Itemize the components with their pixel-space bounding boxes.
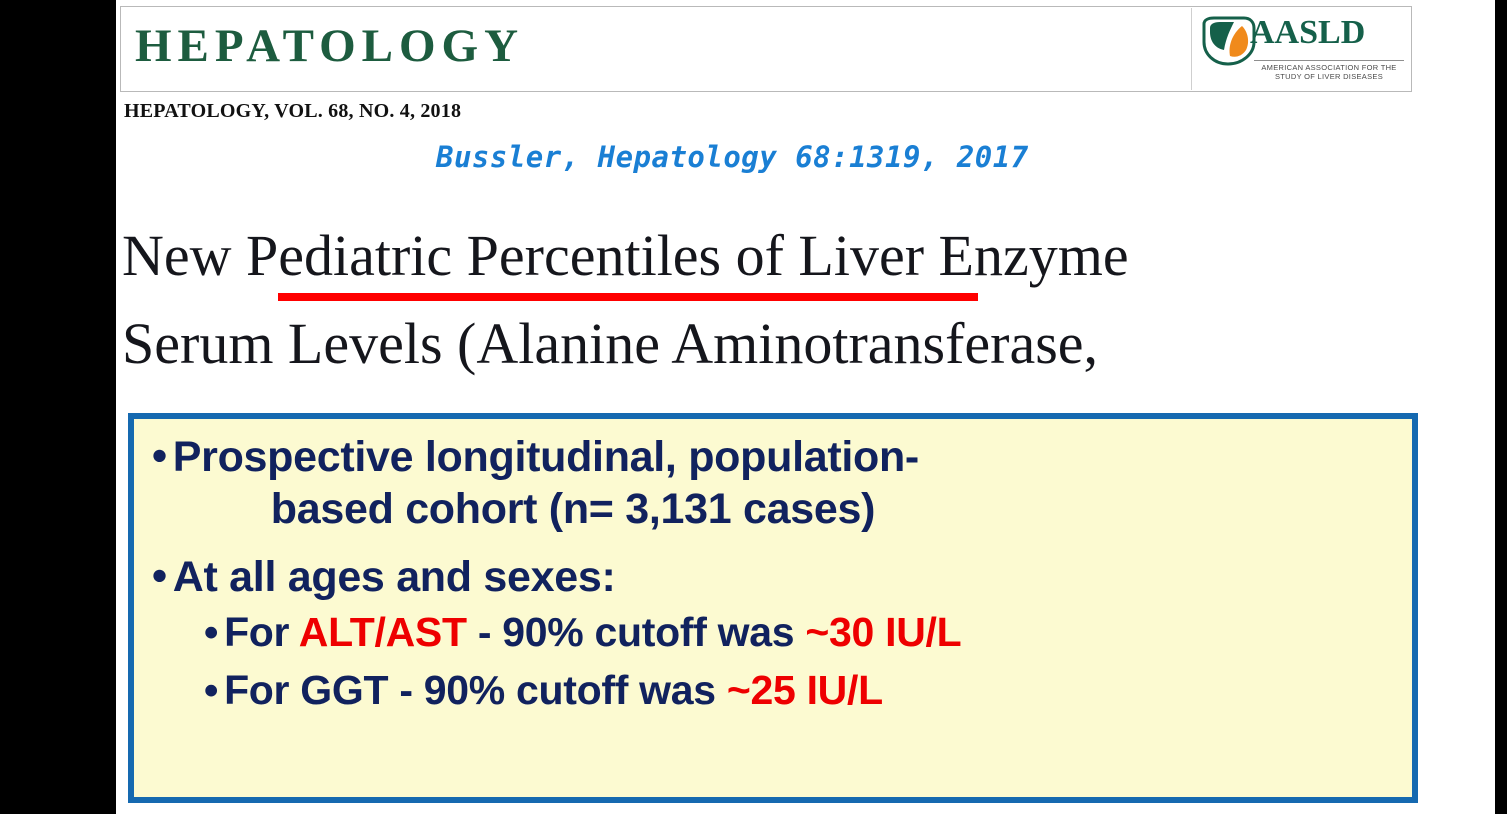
subbullet-1-highlight1: ALT/AST xyxy=(298,609,467,655)
callout-bullet-2 xyxy=(152,551,1394,603)
subbullet-1-pre: For xyxy=(224,609,299,655)
aasld-logo-block xyxy=(1191,8,1409,90)
journal-title: HEPATOLOGY xyxy=(135,20,525,72)
subbullet-2-pre: For GGT - 90% cutoff was xyxy=(224,667,727,713)
bullet-dot-icon: • xyxy=(204,667,219,713)
subbullet-1-highlight2: ~30 IU/L xyxy=(805,609,962,655)
slide-canvas xyxy=(116,0,1495,814)
journal-issue-line: HEPATOLOGY, VOL. 68, NO. 4, 2018 xyxy=(124,100,462,122)
callout-subbullet-2 xyxy=(204,661,1394,719)
red-underline-annotation xyxy=(278,293,978,301)
callout-spacer xyxy=(152,535,1394,551)
callout-bullet-1 xyxy=(152,431,1394,535)
bullet-dot-icon: • xyxy=(152,552,167,600)
subbullet-2-highlight2: ~25 IU/L xyxy=(726,667,883,713)
aasld-subtitle: AMERICAN ASSOCIATION FOR THE STUDY OF LIVER DISEASES xyxy=(1254,60,1404,81)
callout-subbullet-1 xyxy=(204,603,1394,661)
article-title-line2: Serum Levels (Alanine Aminotransferase, xyxy=(122,311,1099,376)
callout-subbullet-1-text xyxy=(224,603,961,661)
bullet-dot-icon: • xyxy=(204,609,219,655)
aasld-wordmark: AASLD xyxy=(1250,14,1366,51)
summary-callout-box xyxy=(128,413,1418,803)
right-letterbox-bar xyxy=(1495,0,1507,814)
subbullet-1-mid: - 90% cutoff was xyxy=(466,609,806,655)
journal-masthead xyxy=(120,6,1412,92)
callout-bullet-1-line2: based cohort (n= 3,131 cases) xyxy=(270,485,876,533)
callout-bullet-1-text xyxy=(173,431,919,535)
callout-subbullet-2-text xyxy=(224,661,883,719)
bullet-dot-icon: • xyxy=(152,432,167,480)
callout-bullet-2-text: At all ages and sexes: xyxy=(172,553,616,601)
left-letterbox-bar xyxy=(0,0,116,814)
citation-annotation: Bussler, Hepatology 68:1319, 2017 xyxy=(436,140,1029,174)
article-title-line1: New Pediatric Percentiles of Liver Enzyme xyxy=(122,223,1129,288)
callout-bullet-1-line1: Prospective longitudinal, population- xyxy=(172,433,919,481)
